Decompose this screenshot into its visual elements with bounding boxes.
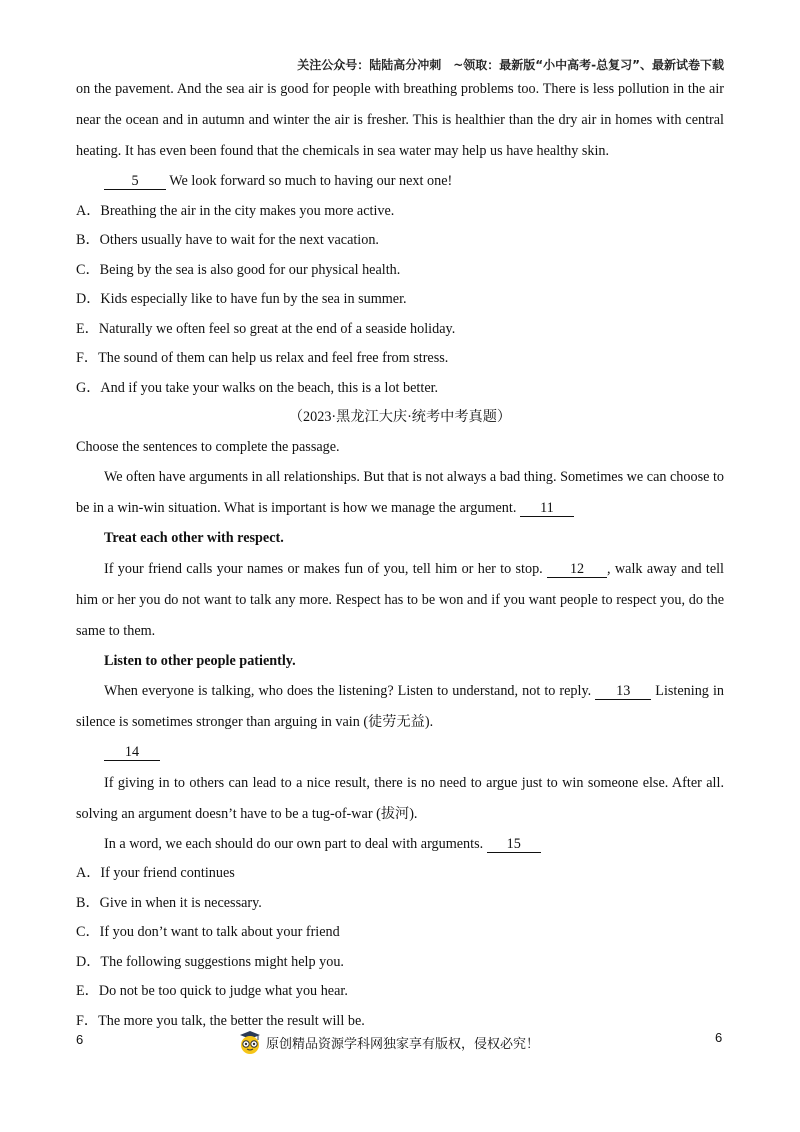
paragraph-text: We often have arguments in all relationships. But that is not always a bad thing. Sometimes we can choose to be in a win-win situation. What is important is how we manage the argument. — [76, 469, 724, 516]
passage2-paragraph-3 — [76, 676, 724, 738]
paragraph-text: If your friend calls your names or makes fun of you, tell him or her to stop. — [104, 560, 548, 577]
blank-12: 12 — [547, 561, 607, 578]
passage2-paragraph-5 — [76, 830, 724, 860]
option-item: E．Do not be too quick to judge what you hear. — [76, 983, 348, 999]
page-number-left: 6 — [76, 1032, 84, 1047]
mascot-logo-icon — [236, 1030, 264, 1054]
blank-5: 5 — [104, 173, 166, 190]
passage1-continuation: on the pavement. And the sea air is good for people with breathing problems too. There is less pollution in the air near the ocean and in autumn and winter the air is fresher. This is healthier than the dry air in homes with central heating. It has even been found that the chemicals in sea water may help us have healthy skin. — [76, 81, 724, 159]
option-item: F．The sound of them can help us relax and feel free from stress. — [76, 350, 449, 366]
copyright-text: 原创精品资源学科网独家享有版权，侵权必究！ — [266, 1036, 540, 1052]
heading-listen: Listen to other people patiently. — [104, 652, 296, 669]
option-item: C．If you don’t want to talk about your friend — [76, 924, 340, 940]
paragraph-text: , walk away and tell him or her you do not want to talk any more. Respect has to be won and if you want people to respect you, do the same to them. — [76, 560, 725, 639]
footer-copyright — [236, 1030, 539, 1054]
option-item: A．If your friend continues — [76, 865, 235, 881]
heading-respect: Treat each other with respect. — [104, 530, 284, 546]
option-item: E．Naturally we often feel so great at the end of a seaside holiday. — [76, 320, 456, 337]
option-item: A．Breathing the air in the city makes you more active. — [76, 202, 395, 219]
paragraph-text: When everyone is talking, who does the listening? Listen to understand, not to reply. — [104, 683, 596, 699]
option-item: D．Kids especially like to have fun by the sea in summer. — [76, 291, 407, 307]
blank-11: 11 — [520, 500, 574, 517]
option-item: B．Give in when it is necessary. — [76, 894, 262, 911]
paragraph-text: In a word, we each should do our own part to deal with arguments. — [104, 835, 487, 852]
option-item: B．Others usually have to wait for the next vacation. — [76, 232, 379, 248]
passage2-paragraph-1 — [76, 462, 724, 524]
document-body — [76, 74, 724, 1036]
passage1-blank-5-line — [76, 167, 724, 197]
page-header: 关注公众号：陆陆高分冲刺 ~领取：最新版“小中高考-总复习”、最新试卷下载 — [297, 58, 724, 72]
option-item: D．The following suggestions might help you. — [76, 953, 344, 970]
option-item: F．The more you talk, the better the result will be. — [76, 1012, 365, 1029]
passage2-blank-14-line — [76, 738, 724, 768]
paragraph-text: Listening in silence is sometimes stronger than arguing in vain (徒劳无益). — [76, 683, 724, 730]
question-source: （2023·黑龙江大庆·统考中考真题） — [288, 409, 512, 425]
page-number-right: 6 — [715, 1030, 723, 1045]
option-item: C．Being by the sea is also good for our physical health. — [76, 261, 401, 278]
option-item: G．And if you take your walks on the beach, this is a lot better. — [76, 379, 439, 396]
instruction: Choose the sentences to complete the passage. — [76, 438, 340, 455]
blank-13: 13 — [595, 683, 651, 700]
passage2-paragraph-4: If giving in to others can lead to a nice result, there is no need to argue just to win someone else. After all. solving an argument doesn’t have to be a tug-of-war (拔河). — [76, 774, 724, 822]
passage1-after-5: We look forward so much to having our next one! — [166, 173, 453, 189]
passage2-paragraph-2 — [76, 554, 724, 647]
blank-14: 14 — [104, 744, 160, 761]
blank-15: 15 — [487, 836, 541, 853]
